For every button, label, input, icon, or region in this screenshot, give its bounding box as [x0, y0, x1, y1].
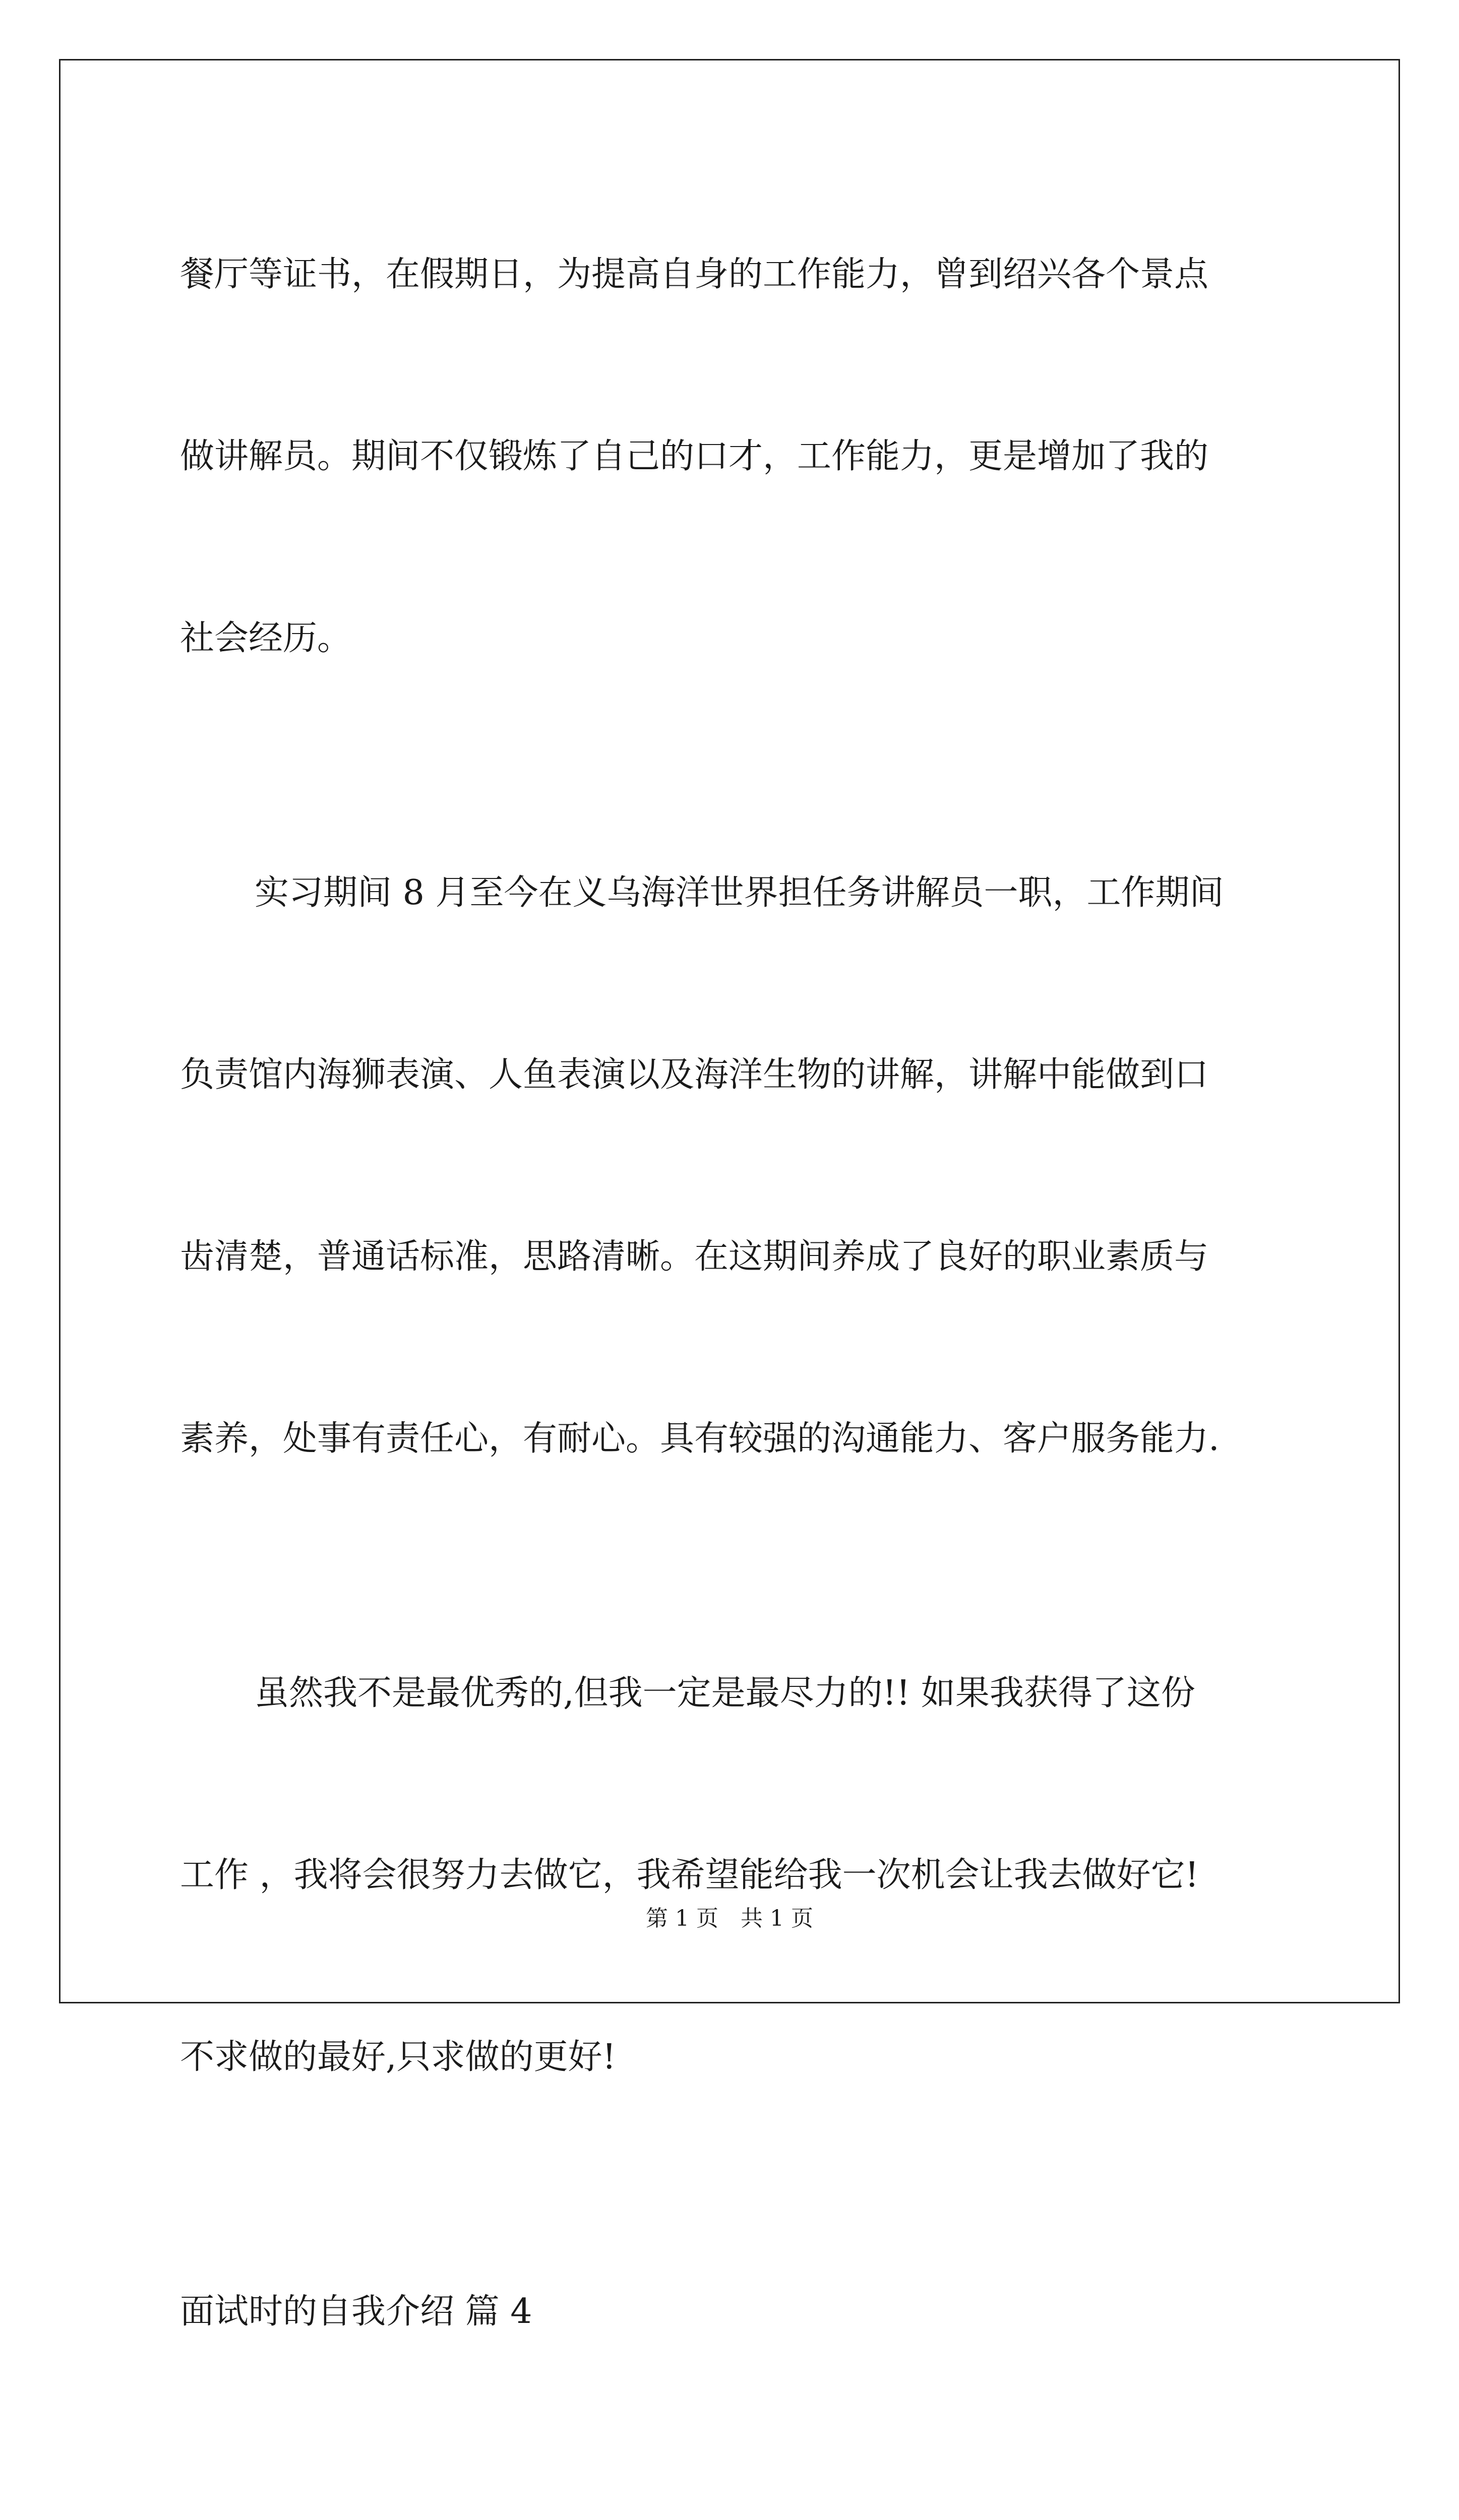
text-line: 工作 ，我将会很努力去做它，我希望能给我一次机会让我去做好它! — [180, 1855, 1199, 1895]
text-line: 虽然我不是最优秀的,但我一定是最尽力的!! 如果我获得了这份 — [255, 1673, 1195, 1713]
text-line: 餐厅等证书，在假期日，为提高自身的工作能力，曾到绍兴各个景点 — [180, 255, 1209, 294]
paragraph-intro — [180, 2476, 1289, 2520]
text-line: 负责馆内海狮表演、人鱼表演以及海洋生物的讲解，讲解中能做到口 — [180, 1055, 1209, 1095]
text-line: 齿清楚，普通话标准，思路清晰。在这期间养成了良好的职业素质与 — [180, 1237, 1209, 1277]
text-line: 素养，处事有责任心，有耐心。具有较强的沟通能力、客户服务能力. — [180, 1419, 1220, 1459]
section-heading — [180, 2221, 1289, 2476]
text-line: 不求做的最好,只求做的更好! — [180, 2037, 616, 2077]
page-number-footer: 第 1 页 共 1 页 — [646, 1906, 813, 1931]
text-line: 实习期间 8 月至今在义乌海洋世界担任务讲解员一职，工作期间 — [255, 873, 1224, 913]
paragraph-certificates — [180, 184, 1289, 802]
paragraph-internship — [180, 802, 1289, 1603]
heading-line: 面试时的自我介绍 篇 4 — [180, 2292, 532, 2332]
document-body — [180, 184, 1289, 2520]
text-line: 社会经历。 — [180, 618, 352, 658]
text-line: 做讲解员。期间不仅锻炼了自己的口才，工作能力，更是增加了我的 — [180, 436, 1209, 476]
